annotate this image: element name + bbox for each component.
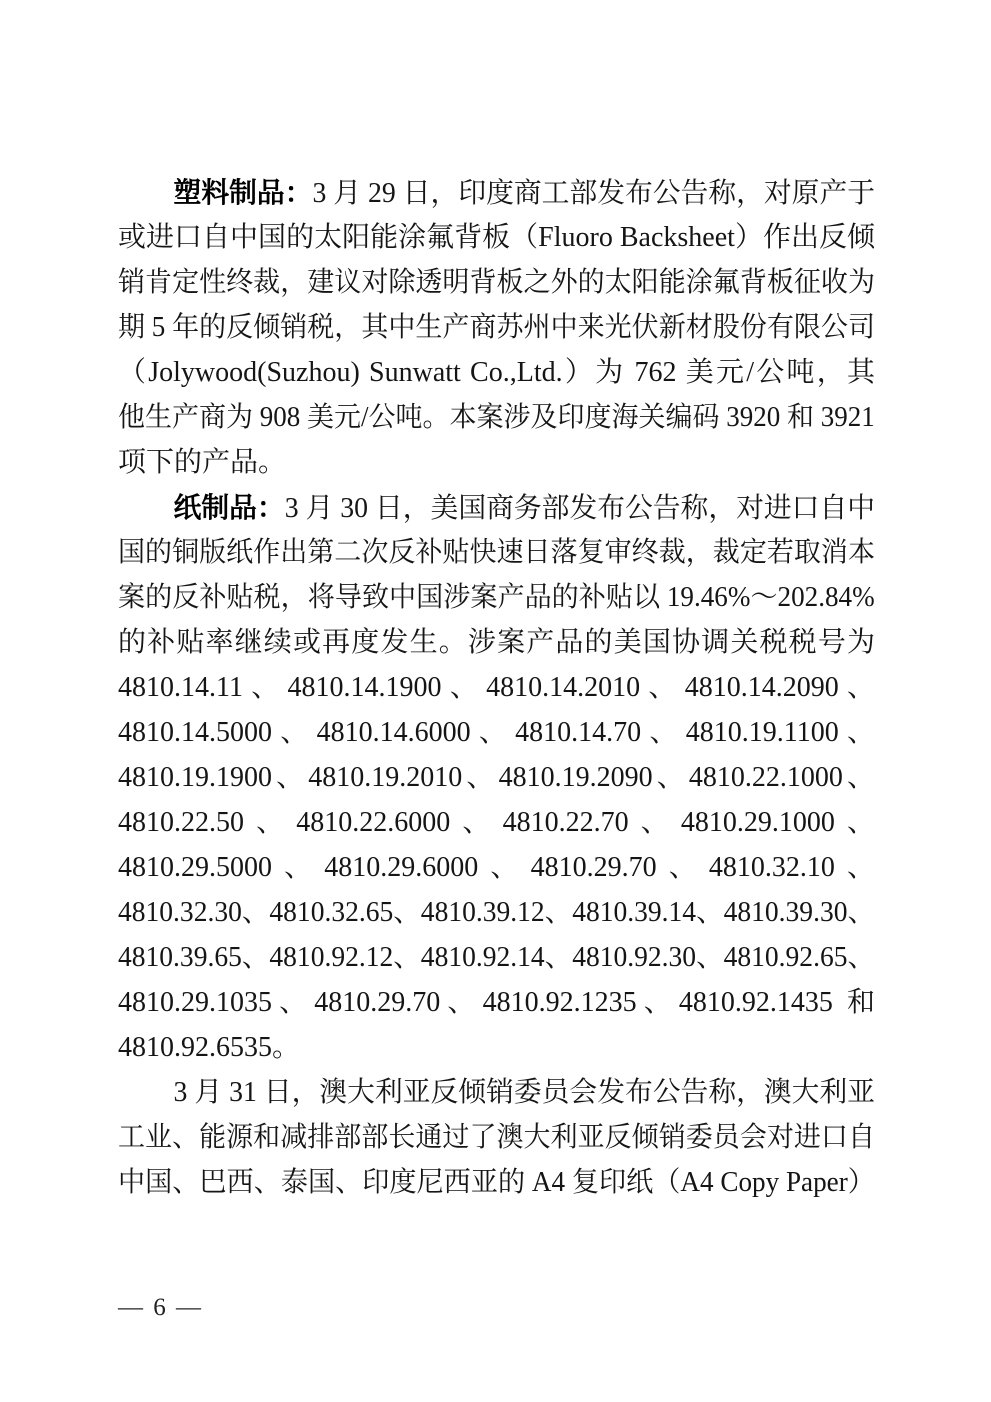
text-line: 国的铜版纸作出第二次反补贴快速日落复审终裁，裁定若取消本 [118,537,876,568]
text-line: 4810.14.11、4810.14.1900、4810.14.2010、4810.14.2090、 [118,672,875,703]
text-line: 4810.29.5000、4810.29.6000、4810.29.70、4810.32.10、 [118,852,875,883]
section-heading: 塑料制品： [173,177,313,208]
document-text-block [118,170,875,1205]
text-line: 案的反补贴税，将导致中国涉案产品的补贴以 19.46%～202.84% [118,582,875,613]
text-line: 4810.29.1035、4810.29.70、4810.92.1235、4810.92.1435 和 [118,987,875,1018]
text-line: 塑料制品：3 月 29 日，印度商工部发布公告称，对原产于 [173,177,876,209]
text-line: 纸制品：3 月 30 日，美国商务部发布公告称，对进口自中 [173,492,876,524]
text-line: 4810.32.30、4810.32.65、4810.39.12、4810.39.14、4810.39.30、 [118,897,876,928]
text-line: 工业、能源和减排部部长通过了澳大利亚反倾销委员会对进口自 [118,1122,876,1153]
text-line: 销肯定性终裁，建议对除透明背板之外的太阳能涂氟背板征收为 [118,267,876,298]
text-line: 中国、巴西、泰国、印度尼西亚的 A4 复印纸（A4 Copy Paper） [118,1167,875,1198]
text-line: 期 5 年的反倾销税，其中生产商苏州中来光伏新材股份有限公司 [118,312,876,343]
text-line: 他生产商为 908 美元/公吨。本案涉及印度海关编码 3920 和 3921 [118,402,875,433]
text-line: 项下的产品。 [118,447,287,478]
text-line: 4810.22.50、4810.22.6000、4810.22.70、4810.29.1000、 [118,807,875,838]
text-line: 的补贴率继续或再度发生。涉案产品的美国协调关税税号为 [118,627,875,658]
text-line: 4810.92.6535。 [118,1032,301,1063]
text-line: （Jolywood(Suzhou) Sunwatt Co.,Ltd.）为 762 美元/公吨，其 [118,357,875,388]
text-line: 3 月 31 日，澳大利亚反倾销委员会发布公告称，澳大利亚 [173,1077,876,1108]
text-line: 4810.14.5000、4810.14.6000、4810.14.70、4810.19.1100、 [118,717,875,748]
page-number: — 6 — [118,1294,203,1321]
text-line: 4810.19.1900、4810.19.2010、4810.19.2090、4810.22.1000、 [118,762,875,793]
text-line: 4810.39.65、4810.92.12、4810.92.14、4810.92.30、4810.92.65、 [118,942,876,973]
section-heading: 纸制品： [173,492,285,523]
text-line: 或进口自中国的太阳能涂氟背板（Fluoro Backsheet）作出反倾 [118,222,875,253]
